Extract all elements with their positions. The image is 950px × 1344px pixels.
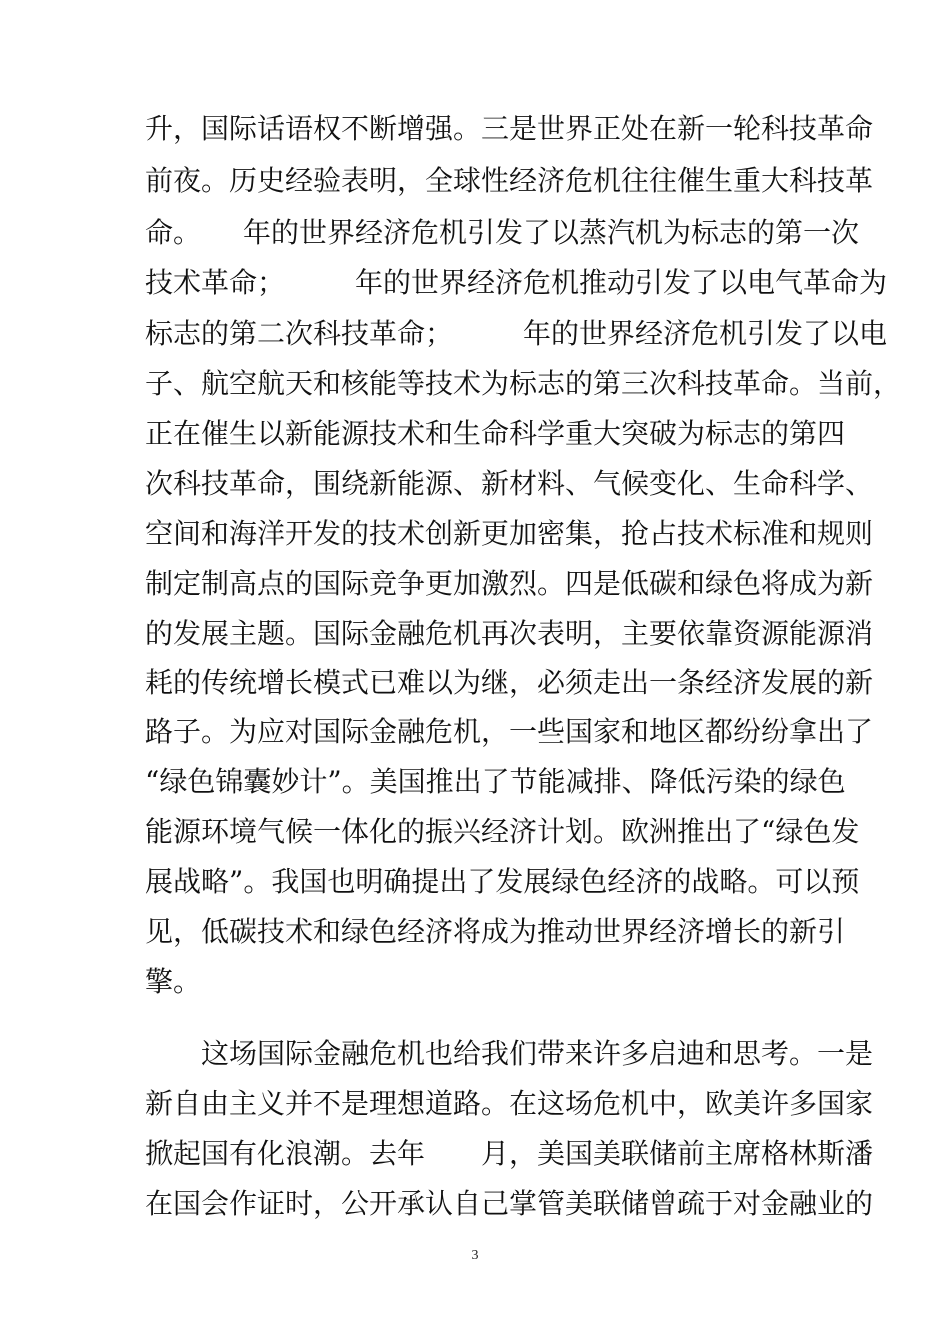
text-line: 制定制高点的国际竞争更加激烈。四是低碳和绿色将成为新 — [145, 567, 874, 600]
text-line: 这场国际金融危机也给我们带来许多启迪和思考。一是 — [145, 1037, 874, 1070]
text-line: 展战略”。我国也明确提出了发展绿色经济的战略。可以预 — [145, 865, 860, 898]
text-line: 空间和海洋开发的技术创新更加密集，抢占技术标准和规则 — [145, 517, 874, 550]
text-line: 命。 年的世界经济危机引发了以蒸汽机为标志的第一次 — [145, 216, 860, 249]
text-line: 正在催生以新能源技术和生命科学重大突破为标志的第四 — [145, 417, 846, 450]
text-line: 技术革命； 年的世界经济危机推动引发了以电气革命为 — [145, 266, 888, 299]
text-line: 掀起国有化浪潮。去年 月，美国美联储前主席格林斯潘 — [145, 1137, 874, 1170]
text-line: 见，低碳技术和绿色经济将成为推动世界经济增长的新引 — [145, 915, 846, 948]
text-line: 新自由主义并不是理想道路。在这场危机中，欧美许多国家 — [145, 1087, 874, 1120]
text-line: 前夜。历史经验表明，全球性经济危机往往催生重大科技革 — [145, 164, 874, 197]
text-line: 升，国际话语权不断增强。三是世界正处在新一轮科技革命 — [145, 112, 874, 145]
text-line: 的发展主题。国际金融危机再次表明，主要依靠资源能源消 — [145, 617, 874, 650]
text-line: 在国会作证时，公开承认自己掌管美联储曾疏于对金融业的 — [145, 1187, 874, 1220]
text-line: 耗的传统增长模式已难以为继，必须走出一条经济发展的新 — [145, 666, 874, 699]
text-line: 擎。 — [145, 965, 202, 998]
text-line: 路子。为应对国际金融危机，一些国家和地区都纷纷拿出了 — [145, 715, 874, 748]
text-line: 子、航空航天和核能等技术为标志的第三次科技革命。当前， — [145, 367, 902, 400]
text-line: “绿色锦囊妙计”。美国推出了节能减排、降低污染的绿色 — [145, 765, 846, 798]
text-line: 标志的第二次科技革命； 年的世界经济危机引发了以电 — [145, 317, 888, 350]
page-number: 3 — [471, 1248, 479, 1263]
text-line: 次科技革命，围绕新能源、新材料、气候变化、生命科学、 — [145, 467, 874, 500]
text-line: 能源环境气候一体化的振兴经济计划。欧洲推出了“绿色发 — [145, 815, 860, 848]
